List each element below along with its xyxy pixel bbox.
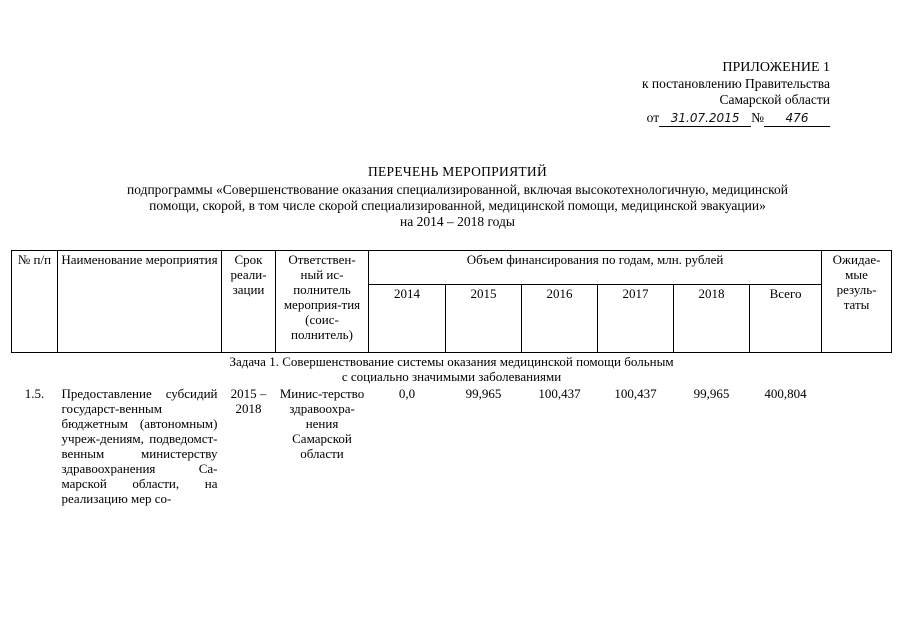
header-year-2018: 2018 [674, 285, 750, 353]
heading-line1: подпрограммы «Совершенствование оказания специализированной, включая высокотехнологичную, медицинской [127, 182, 788, 197]
row-name: Предоставление субсидий государст-венным бюджетным (автономным) учреж-дениям, подведомст-венным министерству здравоохранения Са-марской области, на реализацию мер со- [61, 386, 218, 506]
heading-line3: на 2014 – 2018 годы [400, 214, 515, 229]
measures-table [11, 250, 892, 507]
heading-line2: помощи, скорой, в том числе скорой специализированной, медицинской помощи, медицинской эвакуации» [149, 198, 766, 213]
header-year-2017: 2017 [598, 285, 674, 353]
appendix-dateline [642, 110, 830, 127]
row-num: 1.5. [24, 386, 45, 401]
row-value-2018: 99,965 [693, 386, 730, 401]
header-expected: Ожидае-мые резуль-таты [822, 251, 892, 353]
decree-date: 31.07.2015 [659, 110, 751, 127]
from-label: от [646, 110, 660, 125]
decree-number: 476 [764, 110, 830, 127]
header-responsible: Ответствен-ный ис-полнитель мероприя-тия (соис-полнитель) [276, 251, 369, 353]
row-value-2016: 100,437 [538, 386, 581, 401]
appendix-block [642, 60, 830, 127]
header-year-2016: 2016 [522, 285, 598, 353]
appendix-line2: Самарской области [719, 92, 830, 107]
appendix-title: ПРИЛОЖЕНИЕ 1 [722, 60, 830, 75]
task-row [12, 353, 892, 386]
row-value-2017: 100,437 [614, 386, 657, 401]
task-line1: Задача 1. Совершенствование системы оказания медицинской помощи больным [229, 354, 674, 369]
header-year-2015: 2015 [446, 285, 522, 353]
header-name: Наименование мероприятия [58, 251, 222, 353]
row-value-2014: 0,0 [398, 386, 416, 401]
task-title [12, 353, 892, 386]
header-term: Срок реали-зации [222, 251, 276, 353]
row-responsible: Минис-терство здравоохра-нения Самарской области [279, 386, 365, 461]
table-row [12, 385, 892, 507]
task-line2: с социально значимыми заболеваниями [341, 369, 562, 384]
document-heading [40, 164, 875, 230]
appendix-line1: к постановлению Правительства [641, 76, 830, 91]
row-value-2015: 99,965 [465, 386, 502, 401]
header-funding: Объем финансирования по годам, млн. рублей [369, 251, 822, 285]
number-label: № [751, 110, 764, 125]
header-total: Всего [750, 285, 822, 353]
header-year-2014: 2014 [369, 285, 446, 353]
row-expected [822, 385, 892, 507]
row-term: 2015 – 2018 [230, 386, 267, 416]
document-title: ПЕРЕЧЕНЬ МЕРОПРИЯТИЙ [367, 164, 548, 179]
header-num: № п/п [12, 251, 58, 353]
row-value-total: 400,804 [764, 386, 807, 401]
